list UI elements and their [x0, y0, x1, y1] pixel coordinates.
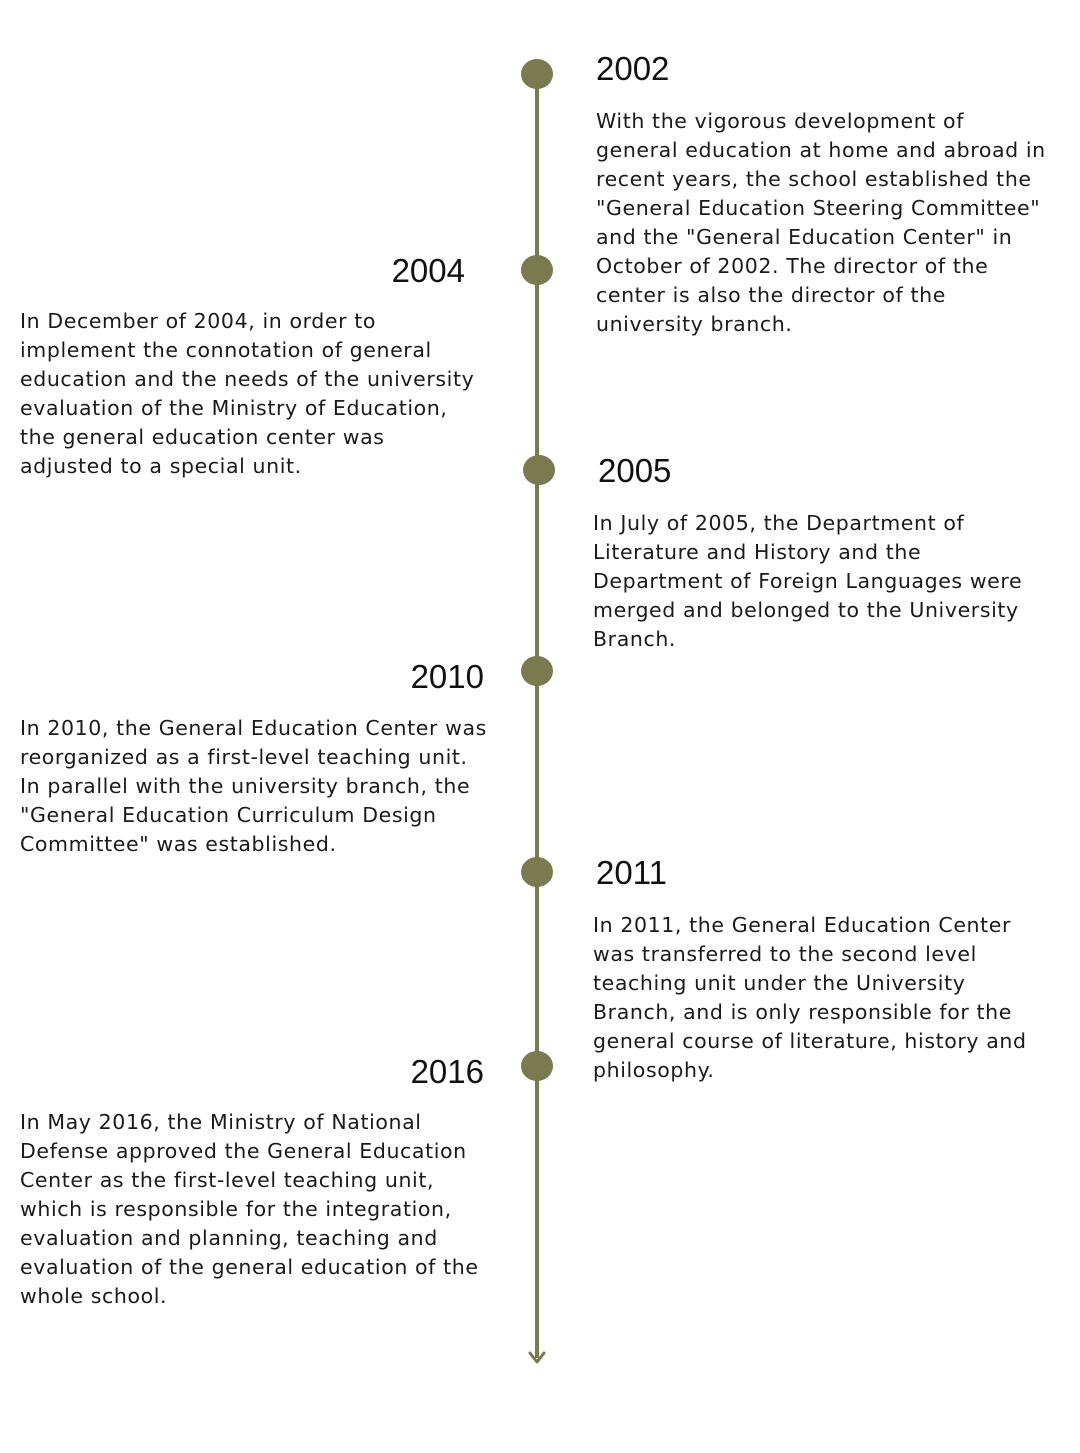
arrow-down-icon	[527, 1349, 547, 1365]
timeline-dot-2011	[521, 857, 553, 887]
timeline-dot-2002	[521, 59, 553, 89]
timeline-dot-2016	[521, 1051, 553, 1081]
timeline-dot-2005	[523, 455, 555, 485]
event-year-2005: 2005	[598, 452, 672, 489]
timeline-dot-2004	[521, 255, 553, 285]
event-description-2011: In 2011, the General Education Center was transferred to the second level teaching unit under the University Branch, and is only responsible for the general course of literature, history and philosophy.	[593, 913, 1027, 1082]
event-description-2004: In December of 2004, in order to implement the connotation of general education and the needs of the university evaluation of the Ministry of Education, the general education center was adjusted to a special unit.	[20, 309, 475, 478]
event-year-2011: 2011	[596, 854, 667, 891]
event-description-2010: In 2010, the General Education Center was reorganized as a first-level teaching unit. In parallel with the university branch, the "General Education Curriculum Design Committee" was established.	[20, 716, 487, 856]
event-description-2005: In July of 2005, the Department of Literature and History and the Department of Foreign Languages were merged and belonged to the University Branch.	[593, 511, 1023, 651]
event-year-2004: 2004	[391, 252, 465, 289]
timeline-dot-2010	[521, 656, 553, 686]
event-year-2002: 2002	[596, 50, 670, 87]
event-year-2016: 2016	[410, 1053, 484, 1090]
event-description-2016: In May 2016, the Ministry of National Defense approved the General Education Center as the first-level teaching unit, which is responsible for the integration, evaluation and planning, teaching and evaluation of the general education of the whole school.	[20, 1110, 479, 1308]
event-year-2010: 2010	[410, 658, 484, 695]
event-description-2002: With the vigorous development of general education at home and abroad in recent years, the school established the "General Education Steering Committee" and the "General Education Center" in October of 2002. The director of the center is also the director of the university branch.	[596, 109, 1046, 336]
